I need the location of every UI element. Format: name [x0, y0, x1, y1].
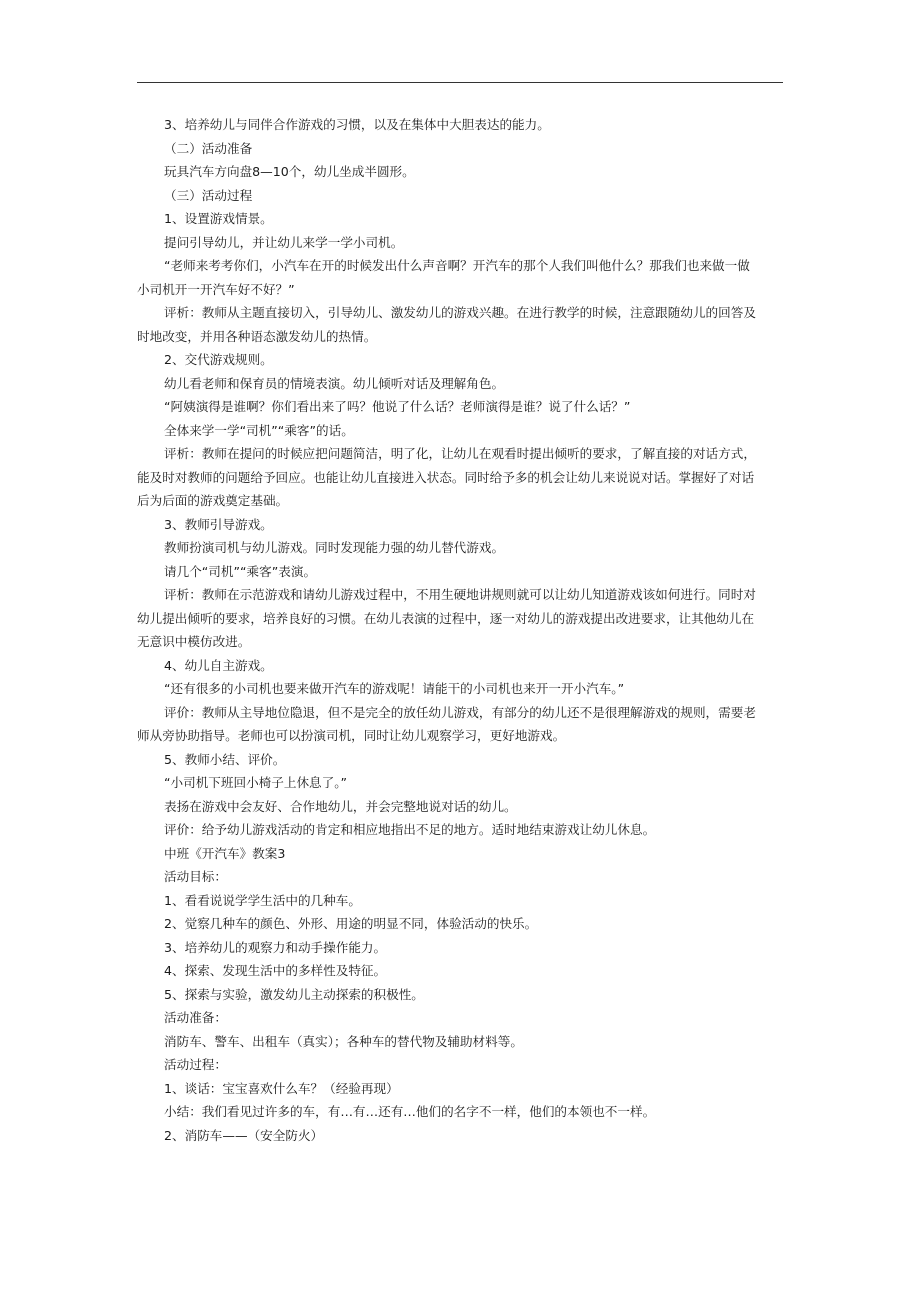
paragraph-line: 4、幼儿自主游戏。: [164, 657, 273, 673]
paragraph-line: 2、交代游戏规则。: [164, 352, 273, 367]
paragraph-line: 3、培养幼儿与同伴合作游戏的习惯，以及在集体中大胆表达的能力。: [164, 117, 550, 132]
header-rule: [137, 82, 783, 83]
paragraph-line: 3、培养幼儿的观察力和动手操作能力。: [164, 939, 387, 955]
paragraph-line: 提问引导幼儿，并让幼儿来学一学小司机。: [164, 234, 404, 250]
paragraph-line: 幼儿看老师和保育员的情境表演。幼儿倾听对话及理解角色。: [164, 375, 505, 391]
paragraph-line: “还有很多的小司机也要来做开汽车的游戏呢！请能干的小司机也来开一开小汽车。”: [164, 681, 625, 696]
paragraph-line: 2、消防车——（安全防火）: [164, 1127, 324, 1143]
paragraph-line: 活动目标：: [164, 869, 227, 884]
paragraph-line: “老师来考考你们，小汽车在开的时候发出什么声音啊？开汽车的那个人我们叫他什么？那我们也来做一做小司机开一开汽车好不好？”: [137, 258, 750, 297]
paragraph-line: 教师扮演司机与幼儿游戏。同时发现能力强的幼儿替代游戏。: [164, 540, 505, 555]
paragraph-line: 1、设置游戏情景。: [164, 211, 273, 226]
paragraph-line: 活动准备：: [164, 1010, 227, 1025]
paragraph-line: 评析：教师在示范游戏和请幼儿游戏过程中，不用生硬地讲规则就可以让幼儿知道游戏该如何进行。同时对幼儿提出倾听的要求，培养良好的习惯。在幼儿表演的过程中，逐一对幼儿的游戏提出改进要求，让其他幼儿在无意识中模仿改进。: [137, 587, 756, 649]
paragraph-line: （二）活动准备: [164, 140, 253, 156]
paragraph-line: 2、觉察几种车的颜色、外形、用途的明显不同，体验活动的快乐。: [164, 916, 538, 931]
paragraph-line: 5、探索与实验，激发幼儿主动探索的积极性。: [164, 986, 424, 1002]
paragraph-line: “阿姨演得是谁啊？你们看出来了吗？他说了什么话？老师演得是谁？说了什么话？”: [164, 399, 631, 414]
paragraph-line: “小司机下班回小椅子上休息了。”: [164, 775, 348, 790]
paragraph-line: 1、谈话：宝宝喜欢什么车？（经验再现）: [164, 1080, 399, 1096]
paragraph-line: 小结：我们看见过许多的车，有…有…还有…他们的名字不一样，他们的本领也不一样。: [164, 1104, 656, 1119]
paragraph-line: 5、教师小结、评价。: [164, 751, 286, 767]
paragraph-line: 请几个“司机”“乘客”表演。: [164, 563, 317, 579]
paragraph-line: 评析：教师在提问的时候应把问题简洁，明了化，让幼儿在观看时提出倾听的要求，了解直接的对话方式，能及时对教师的问题给予回应。也能让幼儿直接进入状态。同时给予多的机会让幼儿来说说对话。掌握好了对话后为后面的游戏奠定基础。: [137, 446, 756, 508]
paragraph-line: 表扬在游戏中会友好、合作地幼儿，并会完整地说对话的幼儿。: [164, 798, 517, 814]
paragraph-line: 1、看看说说学学生活中的几种车。: [164, 892, 361, 908]
paragraph-line: 评价：教师从主导地位隐退，但不是完全的放任幼儿游戏，有部分的幼儿还不是很理解游戏的规则，需要老师从旁协助指导。老师也可以扮演司机，同时让幼儿观察学习，更好地游戏。: [137, 704, 756, 743]
paragraph-line: 全体来学一学“司机”“乘客”的话。: [164, 422, 354, 438]
paragraph-line: 中班《开汽车》教案3: [164, 845, 286, 861]
paragraph-line: 4、探索、发现生活中的多样性及特征。: [164, 963, 387, 978]
paragraph-line: 评析：教师从主题直接切入，引导幼儿、激发幼儿的游戏兴趣。在进行教学的时候，注意跟随幼儿的回答及时地改变，并用各种语态激发幼儿的热情。: [137, 305, 756, 344]
document-body: [0, 113, 920, 1147]
paragraph-line: 评价：给予幼儿游戏活动的肯定和相应地指出不足的地方。适时地结束游戏让幼儿休息。: [164, 822, 656, 837]
paragraph-line: （三）活动过程: [164, 187, 253, 203]
paragraph-line: 活动过程：: [164, 1057, 227, 1072]
paragraph-line: 消防车、警车、出租车（真实）；各种车的替代物及辅助材料等。: [164, 1033, 523, 1049]
paragraph-line: 玩具汽车方向盘8—10个，幼儿坐成半圆形。: [164, 164, 415, 179]
paragraph-line: 3、教师引导游戏。: [164, 516, 273, 532]
